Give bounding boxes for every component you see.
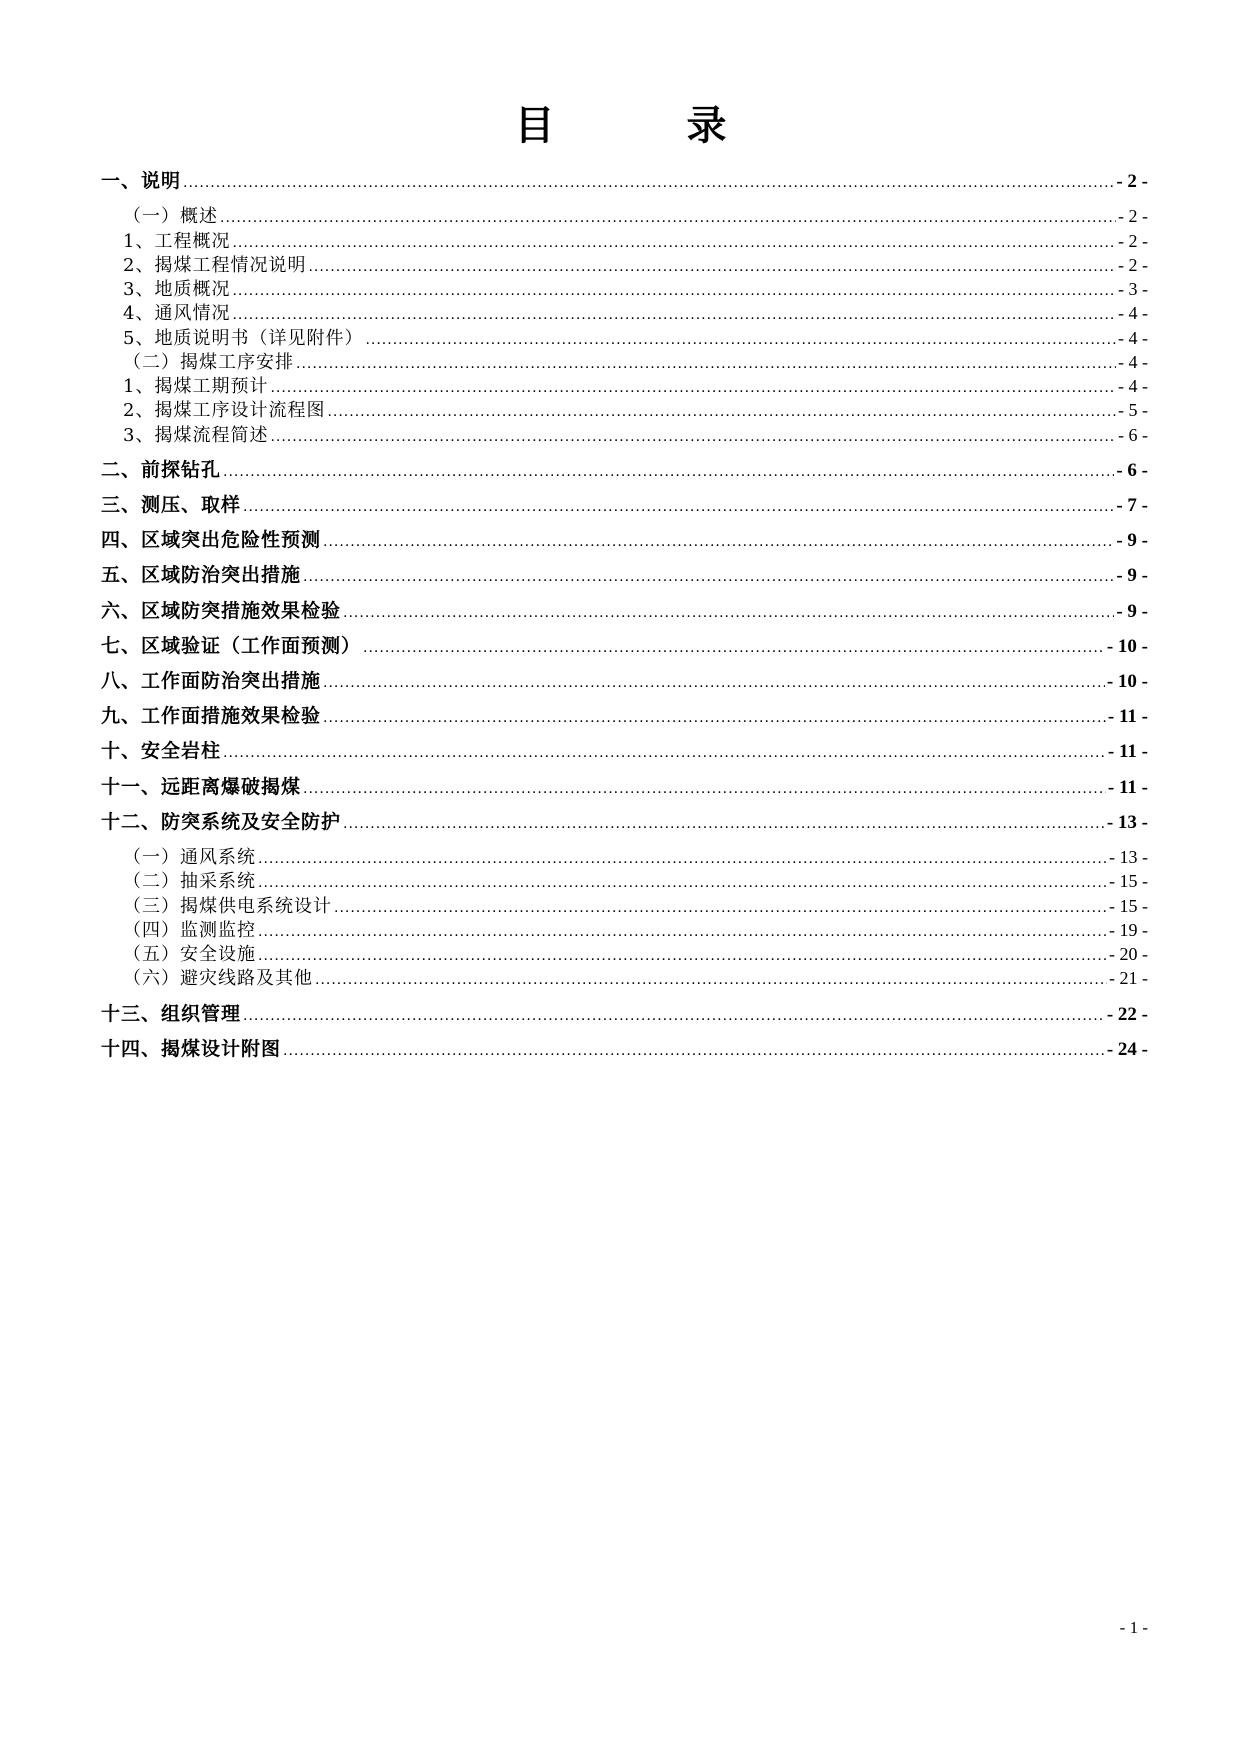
- toc-entry-label: （三）揭煤供电系统设计: [123, 896, 332, 917]
- toc-dot-leader: [283, 1038, 1105, 1064]
- toc-entry-page: - 2 -: [1118, 206, 1148, 226]
- toc-entry-page: - 22 -: [1106, 1004, 1148, 1025]
- toc-entry-label: 3、揭煤流程简述: [123, 425, 269, 446]
- toc-dot-leader: [343, 600, 1114, 626]
- toc-entry[interactable]: [101, 774, 1148, 800]
- toc-entry-label: 2、揭煤工程情况说明: [123, 255, 307, 276]
- toc-entry-label: 3、地质概况: [123, 279, 231, 300]
- toc-entry[interactable]: [101, 492, 1148, 518]
- toc-entry-label: （六）避灾线路及其他: [123, 968, 313, 989]
- toc-dot-leader: [315, 967, 1107, 993]
- toc-entry-page: - 13 -: [1109, 847, 1148, 867]
- toc-dot-leader: [323, 670, 1105, 696]
- toc-entry[interactable]: [101, 562, 1148, 588]
- toc-dot-leader: [270, 424, 1116, 450]
- toc-dot-leader: [223, 459, 1114, 485]
- toc-entry-page: - 15 -: [1109, 871, 1148, 891]
- toc-entry[interactable]: [101, 1036, 1148, 1062]
- toc-dot-leader: [243, 1003, 1105, 1029]
- toc-entry-page: - 3 -: [1118, 279, 1148, 299]
- toc-entry[interactable]: [101, 893, 1148, 919]
- toc-entry[interactable]: [101, 252, 1148, 278]
- toc-dot-leader: [183, 170, 1114, 196]
- toc-entry[interactable]: [101, 668, 1148, 694]
- toc-entry-label: 七、区域验证（工作面预测）: [101, 635, 362, 657]
- toc-entry-page: - 10 -: [1106, 636, 1148, 657]
- toc-entry-label: （四）监测监控: [123, 920, 256, 941]
- page-number: - 1 -: [1119, 1618, 1148, 1637]
- toc-entry[interactable]: [101, 844, 1148, 870]
- toc-dot-leader: [303, 564, 1114, 590]
- toc-entry[interactable]: [101, 300, 1148, 326]
- toc-entry-label: 2、揭煤工序设计流程图: [123, 400, 326, 421]
- toc-entry-label: 十、安全岩柱: [101, 740, 222, 762]
- toc-entry[interactable]: [101, 422, 1148, 448]
- toc-entry[interactable]: [101, 868, 1148, 894]
- toc-entry[interactable]: [101, 457, 1148, 483]
- toc-entry[interactable]: [101, 397, 1148, 423]
- toc-entry-page: - 24 -: [1106, 1039, 1148, 1060]
- toc-entry-page: - 21 -: [1109, 968, 1148, 988]
- toc-entry-page: - 15 -: [1109, 896, 1148, 916]
- toc-entry[interactable]: [101, 1001, 1148, 1027]
- toc-entry-label: 一、说明: [101, 170, 182, 192]
- toc-entry-page: - 9 -: [1116, 530, 1148, 551]
- toc-entry-page: - 20 -: [1109, 944, 1148, 964]
- toc-entry[interactable]: [101, 917, 1148, 943]
- toc-dot-leader: [223, 740, 1106, 766]
- toc-entry-label: （一）概述: [123, 206, 218, 227]
- toc-entry[interactable]: [101, 228, 1148, 254]
- toc-entry-label: 五、区域防治突出措施: [101, 564, 302, 586]
- toc-entry[interactable]: [101, 738, 1148, 764]
- toc-entry-page: - 11 -: [1107, 741, 1148, 762]
- toc-dot-leader: [343, 811, 1105, 837]
- toc-entry[interactable]: [101, 276, 1148, 302]
- toc-entry-page: - 4 -: [1118, 352, 1148, 372]
- toc-dot-leader: [323, 529, 1114, 555]
- toc-entry-page: - 19 -: [1109, 920, 1148, 940]
- toc-entry-page: - 6 -: [1116, 460, 1148, 481]
- toc-dot-leader: [323, 705, 1106, 731]
- toc-entry[interactable]: [101, 633, 1148, 659]
- toc-entry-label: 十二、防突系统及安全防护: [101, 811, 342, 833]
- toc-entry-page: - 6 -: [1118, 425, 1148, 445]
- toc-entry-label: 4、通风情况: [123, 303, 231, 324]
- toc-dot-leader: [243, 494, 1114, 520]
- toc-entry[interactable]: [101, 703, 1148, 729]
- toc-entry[interactable]: [101, 598, 1148, 624]
- toc-entry-label: 四、区域突出危险性预测: [101, 529, 322, 551]
- toc-entry-label: 1、工程概况: [123, 231, 231, 252]
- toc-entry-page: - 2 -: [1118, 231, 1148, 251]
- toc-entry[interactable]: [101, 527, 1148, 553]
- toc-entry-label: （二）抽采系统: [123, 871, 256, 892]
- toc-entry-page: - 4 -: [1118, 328, 1148, 348]
- toc-entry-label: 5、地质说明书（详见附件）: [123, 328, 364, 349]
- toc-entry[interactable]: [101, 168, 1148, 194]
- toc-entry-label: 十四、揭煤设计附图: [101, 1038, 282, 1060]
- toc-entry[interactable]: [101, 941, 1148, 967]
- toc-entry-label: （二）揭煤工序安排: [123, 352, 294, 373]
- toc-entry-label: 二、前探钻孔: [101, 459, 222, 481]
- toc-entry-label: （五）安全设施: [123, 944, 256, 965]
- toc-entry-page: - 5 -: [1118, 400, 1148, 420]
- toc-entry-label: 九、工作面措施效果检验: [101, 705, 322, 727]
- toc-entry-label: 六、区域防突措施效果检验: [101, 600, 342, 622]
- toc-entry-page: - 9 -: [1116, 565, 1148, 586]
- toc-entry[interactable]: [101, 325, 1148, 351]
- toc-entry-label: 三、测压、取样: [101, 494, 242, 516]
- toc-entry[interactable]: [101, 349, 1148, 375]
- page-title: 目 录: [514, 102, 773, 149]
- toc-entry-page: - 4 -: [1118, 303, 1148, 323]
- toc-entry-label: 1、揭煤工期预计: [123, 376, 269, 397]
- toc-entry[interactable]: [101, 809, 1148, 835]
- toc-entry-page: - 10 -: [1106, 671, 1148, 692]
- toc-entry-label: 十一、远距离爆破揭煤: [101, 776, 302, 798]
- toc-entry[interactable]: [101, 373, 1148, 399]
- toc-entry[interactable]: [101, 203, 1148, 229]
- toc-entry-label: 八、工作面防治突出措施: [101, 670, 322, 692]
- toc-entry-page: - 9 -: [1116, 601, 1148, 622]
- toc-entry-page: - 2 -: [1116, 171, 1148, 192]
- toc-entry-page: - 2 -: [1118, 255, 1148, 275]
- toc-entry-label: 十三、组织管理: [101, 1003, 242, 1025]
- toc-entry[interactable]: [101, 965, 1148, 991]
- toc-entry-page: - 11 -: [1107, 777, 1148, 798]
- toc-entry-page: - 4 -: [1118, 376, 1148, 396]
- toc-dot-leader: [363, 635, 1105, 661]
- toc-entry-label: （一）通风系统: [123, 847, 256, 868]
- toc-entry-page: - 13 -: [1106, 812, 1148, 833]
- toc-entry-page: - 7 -: [1116, 495, 1148, 516]
- toc-dot-leader: [303, 776, 1106, 802]
- toc-entry-page: - 11 -: [1107, 706, 1148, 727]
